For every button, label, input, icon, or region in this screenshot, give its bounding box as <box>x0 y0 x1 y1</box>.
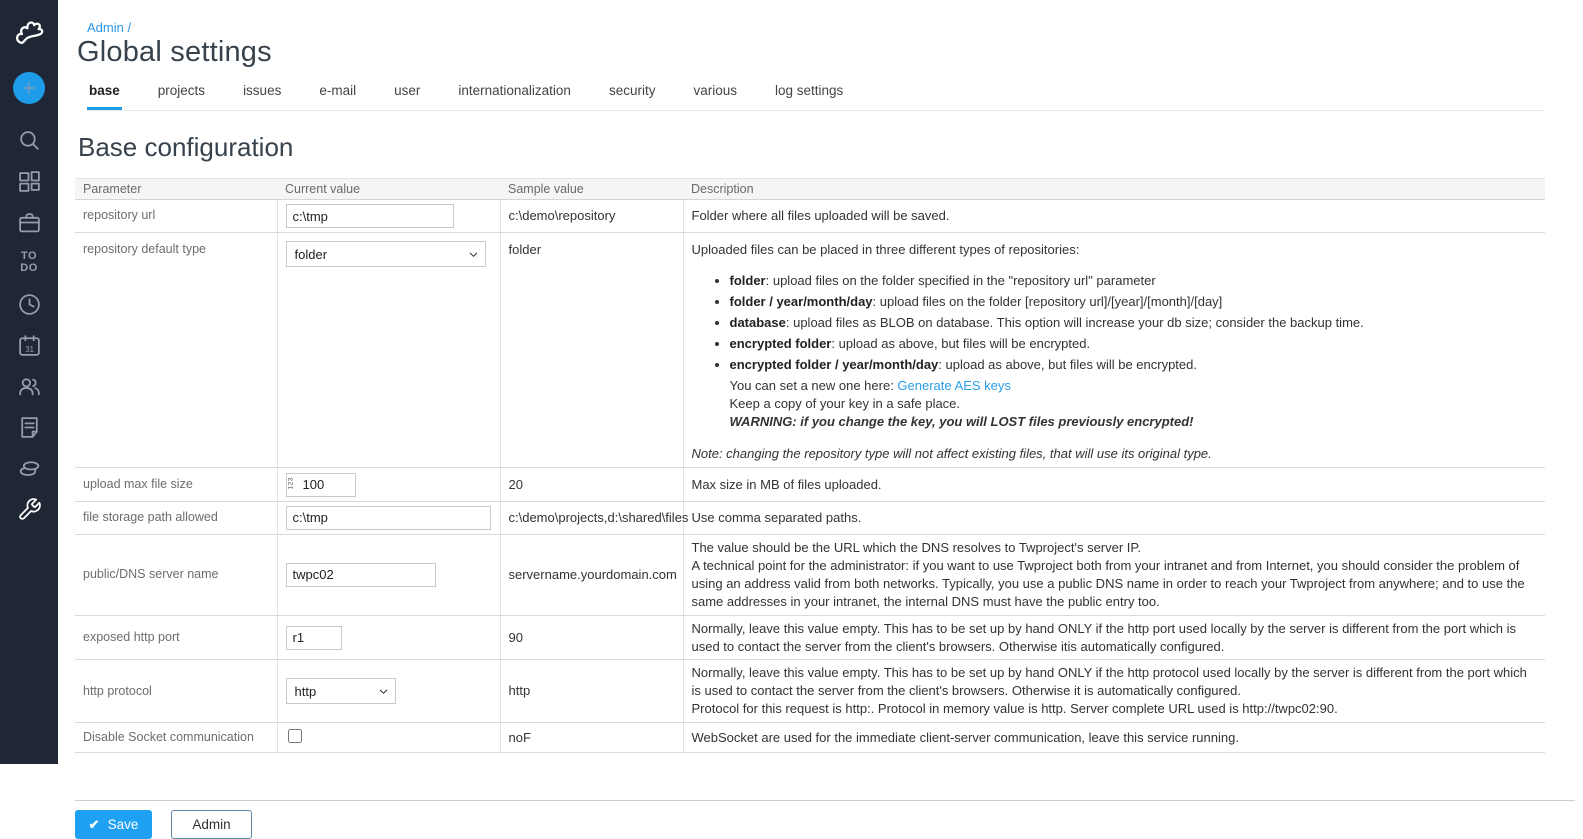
description-line: Normally, leave this value empty. This has to be set up by hand ONLY if the http protocol used locally by the server is different from the port which is used to contact the server from the client's browsers. Otherwise it is automatically configured. <box>691 665 1527 699</box>
sidebar-item-search[interactable] <box>16 127 43 153</box>
users-icon <box>17 374 42 399</box>
col-current-value: Current value <box>277 179 500 200</box>
repo-type-intro: Uploaded files can be placed in three different types of repositories: <box>691 242 1080 257</box>
wrench-icon <box>17 497 42 522</box>
section-title: Base configuration <box>78 132 294 162</box>
http-protocol-select[interactable] <box>286 678 396 704</box>
document-icon <box>17 415 42 440</box>
tab-email[interactable]: e-mail <box>319 83 357 98</box>
sample-value: noF <box>500 723 683 753</box>
coins-icon <box>17 456 42 481</box>
sample-value: servername.yourdomain.com <box>500 534 683 615</box>
description: Normally, leave this value empty. This has to be set up by hand ONLY if the http port used locally by the server is different from the port which is used to contact the server from the client's browsers. Otherwise itis automatically configured. <box>683 615 1545 660</box>
row-http-protocol <box>75 660 1545 723</box>
param-label: exposed http port <box>75 615 277 660</box>
tab-internationalization[interactable]: internationalization <box>458 83 571 98</box>
sidebar-item-costs[interactable] <box>16 455 43 481</box>
todo-label: TO DO <box>20 250 38 274</box>
tab-user[interactable]: user <box>394 83 421 98</box>
dns-server-name-input[interactable] <box>286 563 436 587</box>
sample-value: folder <box>500 233 683 468</box>
sidebar-item-worklog[interactable] <box>16 291 43 317</box>
disable-socket-checkbox[interactable] <box>288 729 302 743</box>
description-line: Protocol for this request is http:. Protocol in memory value is http. Server complete URL used is http://twpc02:90. <box>691 701 1338 717</box>
tab-security[interactable]: security <box>608 83 656 98</box>
param-label: Disable Socket communication <box>75 723 277 753</box>
repository-url-input[interactable] <box>286 204 454 228</box>
add-button[interactable] <box>13 72 45 104</box>
description <box>683 233 1545 468</box>
settings-table <box>75 178 1545 753</box>
keep-copy-line: Keep a copy of your key in a safe place. <box>729 395 961 411</box>
plus-icon <box>21 80 37 96</box>
sample-value: 20 <box>500 468 683 501</box>
row-exposed-http-port <box>75 615 1545 660</box>
file-storage-path-input[interactable] <box>286 506 491 530</box>
description-line: A technical point for the administrator: if you want to use Twproject both from your intranet and from Internet, you should consider the problem of using an address valid from both networks. Typically, you use a public DNS name in order to reach your Twproject from anywhere; and to use the same addresses in your intranet, the internal DNS must have the public entry too. <box>691 557 1525 609</box>
sample-value: c:\demo\repository <box>500 200 683 233</box>
repository-type-select[interactable] <box>286 241 486 267</box>
search-icon <box>17 128 42 153</box>
tab-projects[interactable]: projects <box>157 83 206 98</box>
col-parameter: Parameter <box>75 179 277 200</box>
row-disable-socket-communication <box>75 723 1545 753</box>
briefcase-icon <box>17 210 42 235</box>
generate-aes-keys-link[interactable]: Generate AES keys <box>897 377 1011 393</box>
list-item: • folder: upload files on the folder specified in the "repository url" parameter <box>730 272 1538 290</box>
svg-text:31: 31 <box>24 344 34 354</box>
table-header-row <box>75 179 1545 200</box>
page-title: Global settings <box>77 36 272 68</box>
save-button[interactable]: ✔ Save <box>75 810 152 839</box>
twproject-logo[interactable] <box>0 0 58 60</box>
breadcrumb[interactable]: Admin / <box>87 20 132 35</box>
tab-issues[interactable]: issues <box>243 83 282 98</box>
param-label: upload max file size <box>75 468 277 501</box>
sidebar-item-calendar[interactable] <box>16 332 43 358</box>
row-repository-url <box>75 200 1545 233</box>
footer-actions <box>75 800 1575 839</box>
row-upload-max-file-size <box>75 468 1545 501</box>
list-item: • encrypted folder / year/month/day: upload as above, but files will be encrypted. <box>730 356 1538 374</box>
clock-icon <box>17 292 42 317</box>
calendar-icon <box>17 333 42 358</box>
sample-value: http <box>500 660 683 723</box>
description <box>683 534 1545 615</box>
admin-button[interactable]: Admin <box>171 810 252 839</box>
sidebar-item-resources[interactable] <box>16 373 43 399</box>
sidebar-item-documents[interactable] <box>16 414 43 440</box>
dashboard-icon <box>17 169 42 194</box>
sidebar-item-admin[interactable] <box>16 496 43 522</box>
sidebar-item-todo[interactable] <box>16 250 43 276</box>
repo-type-list <box>714 272 1538 374</box>
number-123-icon: 123 <box>287 477 295 490</box>
warning-line: WARNING: if you change the key, you will LOST files previously encrypted! <box>729 413 1194 429</box>
row-file-storage-path <box>75 501 1545 534</box>
check-icon: ✔ <box>88 816 100 832</box>
sample-value: 90 <box>500 615 683 660</box>
description <box>683 660 1545 723</box>
sidebar-item-dashboards[interactable] <box>16 168 43 194</box>
tab-various[interactable]: various <box>693 83 737 98</box>
param-label: repository default type <box>75 233 277 468</box>
list-item: • database: upload files as BLOB on database. This option will increase your db size; consider the backup time. <box>730 314 1538 332</box>
list-item: • encrypted folder: upload as above, but files will be encrypted. <box>730 335 1538 353</box>
description: Max size in MB of files uploaded. <box>683 468 1545 501</box>
list-item: • folder / year/month/day: upload files on the folder [repository url]/[year]/[month]/[day] <box>730 293 1538 311</box>
row-repository-default-type <box>75 233 1545 468</box>
exposed-http-port-input[interactable] <box>286 626 342 650</box>
description: Use comma separated paths. <box>683 501 1545 534</box>
tab-bar <box>87 81 1545 111</box>
param-label: repository url <box>75 200 277 233</box>
number-input-wrap <box>286 473 356 497</box>
note-line: Note: changing the repository type will not affect existing files, that will use its original type. <box>691 446 1212 462</box>
tab-base[interactable]: base <box>87 81 122 110</box>
main-content <box>58 0 1583 833</box>
sidebar-item-projects[interactable] <box>16 209 43 235</box>
col-description: Description <box>683 179 1545 200</box>
param-label: public/DNS server name <box>75 534 277 615</box>
description: Folder where all files uploaded will be saved. <box>683 200 1545 233</box>
hand-logo-icon <box>11 12 47 48</box>
param-label: http protocol <box>75 660 277 723</box>
param-label: file storage path allowed <box>75 501 277 534</box>
aes-key-line: You can set a new one here: Generate AES keys <box>729 377 1011 393</box>
col-sample-value: Sample value <box>500 179 683 200</box>
description-line: The value should be the URL which the DNS resolves to Twproject's server IP. <box>691 539 1142 555</box>
upload-max-size-input[interactable] <box>297 475 347 495</box>
row-public-dns-server-name <box>75 534 1545 615</box>
sample-value: c:\demo\projects,d:\shared\files <box>500 501 683 534</box>
description: WebSocket are used for the immediate client-server communication, leave this service running. <box>683 723 1545 753</box>
sidebar <box>0 0 58 764</box>
tab-log-settings[interactable]: log settings <box>774 83 844 98</box>
